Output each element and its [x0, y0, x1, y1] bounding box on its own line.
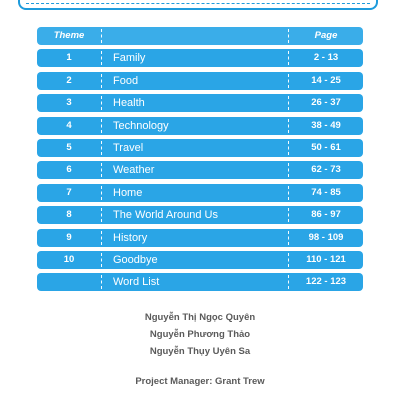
author-name: Nguyễn Phương Thảo — [149, 329, 251, 340]
unit-number — [37, 273, 101, 291]
unit-number: 8 — [66, 209, 72, 221]
unit-title: History — [113, 231, 148, 244]
unit-number: 4 — [66, 119, 72, 131]
unit-title: Technology — [113, 119, 169, 132]
unit-title: Family — [113, 52, 146, 65]
theme-column-header: Theme — [53, 30, 85, 41]
page-range: 122 - 123 — [305, 276, 347, 288]
toc-row-world-around-us — [37, 206, 363, 224]
table-of-contents — [37, 27, 363, 296]
toc-row-family — [37, 49, 363, 67]
unit-title: Weather — [113, 164, 155, 177]
page-range: 74 - 85 — [311, 186, 341, 198]
dashed-divider — [101, 163, 102, 177]
page-range: 98 - 109 — [308, 231, 344, 243]
unit-title: Travel — [113, 141, 144, 154]
dashed-divider — [101, 29, 102, 43]
dashed-divider — [101, 275, 102, 289]
page-range: 86 - 97 — [311, 209, 341, 221]
dashed-divider — [101, 51, 102, 65]
dashed-divider — [101, 253, 102, 267]
page-range: 110 - 121 — [306, 253, 346, 265]
unit-number: 10 — [63, 253, 75, 265]
unit-number: 6 — [66, 164, 72, 176]
page-range: 2 - 13 — [313, 52, 339, 64]
page-column-header: Page — [314, 30, 338, 41]
toc-row-home — [37, 184, 363, 202]
toc-row-goodbye — [37, 251, 363, 269]
toc-row-travel — [37, 139, 363, 157]
page-range: 26 - 37 — [311, 97, 341, 109]
project-manager-credit: Project Manager: Grant Trew — [135, 376, 265, 387]
dashed-divider — [101, 74, 102, 88]
unit-title: The World Around Us — [113, 209, 218, 222]
dashed-divider — [101, 231, 102, 245]
toc-row-word-list — [37, 273, 363, 291]
author-name: Nguyễn Thụy Uyên Sa — [149, 346, 251, 357]
page-range: 38 - 49 — [311, 119, 341, 131]
unit-number: 1 — [66, 52, 72, 64]
unit-title: Home — [113, 186, 143, 199]
toc-row-food — [37, 72, 363, 90]
unit-title: Goodbye — [113, 253, 158, 266]
top-decorative-frame — [18, 0, 378, 10]
dashed-divider — [101, 119, 102, 133]
author-name: Nguyễn Thị Ngọc Quyên — [144, 312, 256, 323]
toc-row-health — [37, 94, 363, 112]
unit-title: Health — [113, 97, 145, 110]
dashed-divider — [101, 141, 102, 155]
unit-number: 5 — [66, 141, 72, 153]
unit-number: 2 — [66, 74, 72, 86]
page-range: 50 - 61 — [311, 141, 341, 153]
dashed-divider — [101, 96, 102, 110]
dashed-divider — [101, 208, 102, 222]
toc-row-history — [37, 229, 363, 247]
dashed-divider — [101, 186, 102, 200]
unit-number: 9 — [66, 231, 72, 243]
unit-title: Word List — [113, 276, 160, 289]
unit-title: Food — [113, 74, 139, 87]
page-range: 14 - 25 — [311, 74, 341, 86]
toc-header-row — [37, 27, 363, 45]
author-credits — [0, 309, 400, 360]
toc-row-weather — [37, 161, 363, 179]
toc-row-technology — [37, 117, 363, 135]
unit-number: 7 — [66, 186, 72, 198]
unit-number: 3 — [66, 97, 72, 109]
page-range: 62 - 73 — [311, 164, 341, 176]
